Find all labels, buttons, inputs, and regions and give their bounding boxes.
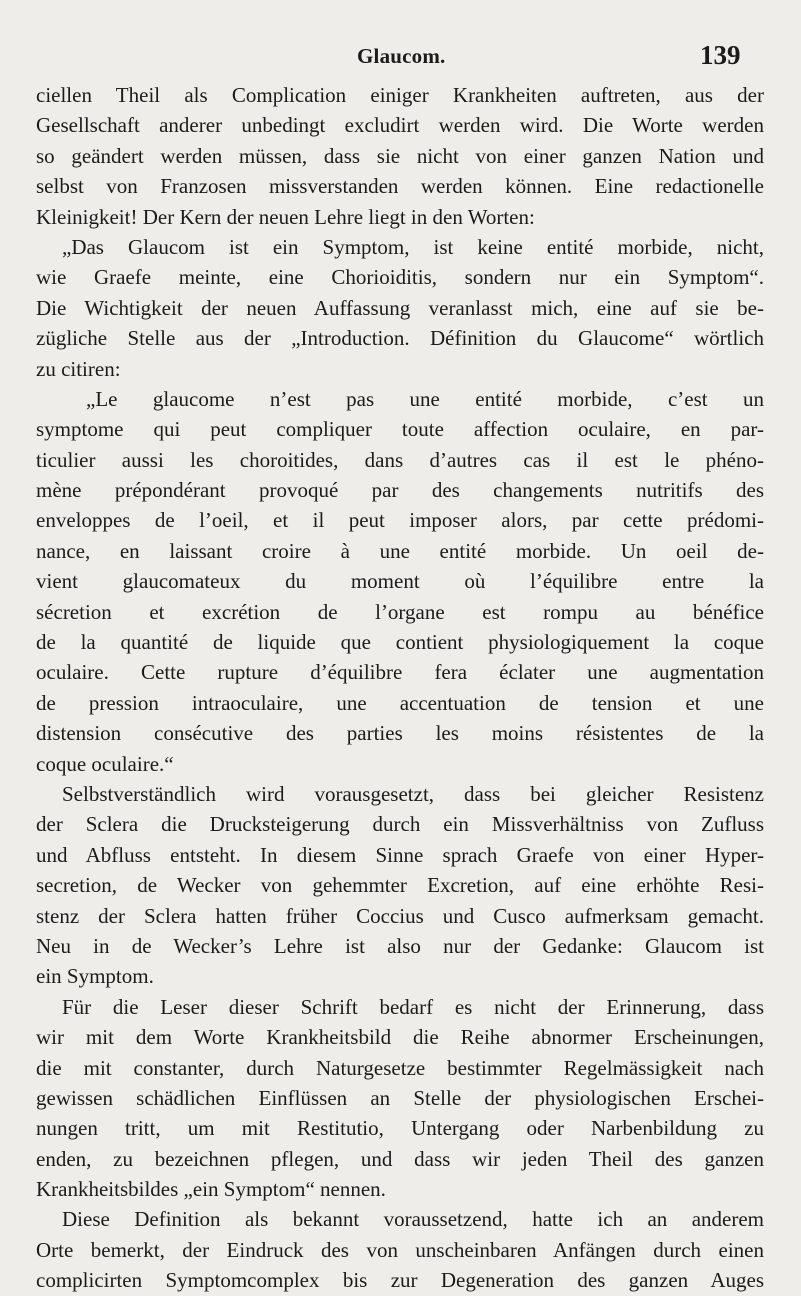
text-line: zu citiren: [36,356,121,381]
text-line: mène prépondérant provoqué par des changements nutritifs des [36,478,764,503]
text-line: nance, en laissant croire à une entité morbide. Un oeil de- [36,538,764,563]
text-line: stenz der Sclera hatten früher Coccius und Cusco aufmerksam gemacht. [36,903,764,928]
text-line: „Le glaucome n’est pas une entité morbide, c’est un [86,386,764,411]
text-line: Kleinigkeit! Der Kern der neuen Lehre liegt in den Worten: [36,204,535,229]
body-text [36,80,764,1296]
text-line: ciellen Theil als Complication einiger Krankheiten auftreten, aus der [36,83,764,107]
text-line: und Abfluss entsteht. In diesem Sinne sprach Graefe von einer Hyper- [36,842,764,867]
running-title: Glaucom. [357,44,446,68]
text-line: Neu in de Wecker’s Lehre ist also nur der Gedanke: Glaucom ist [36,933,764,958]
text-line: so geändert werden müssen, dass sie nicht von einer ganzen Nation und [36,143,764,168]
text-line: Die Wichtigkeit der neuen Auffassung veranlasst mich, eine auf sie be- [36,295,764,320]
text-line: selbst von Franzosen missverstanden werden können. Eine redactionelle [36,174,764,199]
text-line: der Sclera die Drucksteigerung durch ein Missverhältniss von Zufluss [36,812,764,837]
page-number: 139 [700,40,741,70]
text-line: sécretion et excrétion de l’organe est rompu au bénéfice [36,599,764,624]
text-line: Krankheitsbildes „ein Symptom“ nennen. [36,1177,386,1202]
text-line: Für die Leser dieser Schrift bedarf es nicht der Erinnerung, dass [62,994,764,1019]
text-line: nungen tritt, um mit Restitutio, Untergang oder Narbenbildung zu [36,1116,764,1141]
text-line: de la quantité de liquide que contient physiologiquement la coque [36,630,764,655]
text-line: ein Symptom. [36,964,154,989]
text-line: Selbstverständlich wird vorausgesetzt, dass bei gleicher Resistenz [62,781,764,806]
text-line: die mit constanter, durch Naturgesetze bestimmter Regelmässigkeit nach [36,1055,764,1080]
running-head [0,40,801,76]
text-line: coque oculaire.“ [36,751,174,776]
text-line: wir mit dem Worte Krankheitsbild die Reihe abnormer Erscheinungen, [36,1025,764,1050]
text-line: Diese Definition als bekannt voraussetzend, hatte ich an anderem [62,1207,764,1232]
text-line: secretion, de Wecker von gehemmter Excretion, auf eine erhöhte Resi- [36,873,764,898]
text-line: distension consécutive des parties les moins résistentes de la [36,721,764,746]
text-line: gewissen schädlichen Einflüssen an Stelle der physiologischen Erschei- [36,1085,764,1110]
text-line: complicirten Symptomcomplex bis zur Degeneration des ganzen Auges [36,1268,764,1293]
text-line: ticulier aussi les choroitides, dans d’autres cas il est le phéno- [36,447,764,472]
text-line: vient glaucomateux du moment où l’équilibre entre la [36,569,764,594]
text-line: symptome qui peut compliquer toute affection oculaire, en par- [36,417,764,442]
text-line: de pression intraoculaire, une accentuation de tension et une [36,690,764,715]
text-line: „Das Glaucom ist ein Symptom, ist keine entité morbide, nicht, [62,234,764,259]
text-line: enden, zu bezeichnen pflegen, und dass wir jeden Theil des ganzen [36,1146,764,1171]
text-line: enveloppes de l’oeil, et il peut imposer alors, par cette prédomi- [36,508,764,533]
text-line: Gesellschaft anderer unbedingt excludirt werden wird. Die Worte werden [36,113,764,138]
text-line: oculaire. Cette rupture d’équilibre fera éclater une augmentation [36,660,764,685]
text-line: Orte bemerkt, der Eindruck des von unscheinbaren Anfängen durch einen [36,1237,764,1262]
text-line: zügliche Stelle aus der „Introduction. Définition du Glaucome“ wörtlich [36,326,764,351]
text-line: wie Graefe meinte, eine Chorioiditis, sondern nur ein Symptom“. [36,265,764,290]
